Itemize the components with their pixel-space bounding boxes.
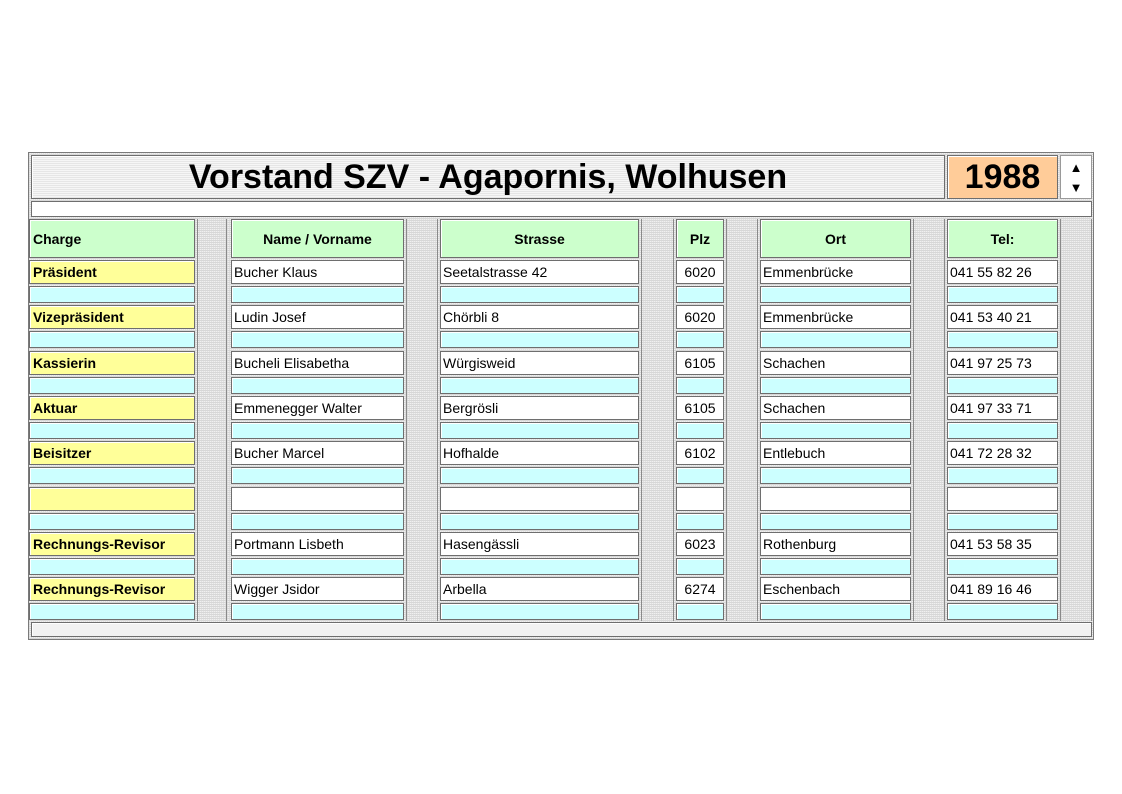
tel-field[interactable] (947, 487, 1058, 511)
strasse-field[interactable]: Seetalstrasse 42 (440, 260, 639, 284)
charge-label: Präsident (29, 260, 195, 284)
page-title: Vorstand SZV - Agapornis, Wolhusen (31, 155, 945, 199)
spacer-row (760, 558, 911, 575)
name-field[interactable]: Bucher Klaus (231, 260, 404, 284)
plz-field[interactable]: 6023 (676, 532, 724, 556)
spacer-row (440, 467, 639, 484)
spacer-row (947, 558, 1058, 575)
column-header-charge: Charge (29, 219, 195, 258)
spacer-row (440, 558, 639, 575)
ort-field[interactable]: Schachen (760, 351, 911, 375)
column-header-ort: Ort (760, 219, 911, 258)
plz-field[interactable]: 6274 (676, 577, 724, 601)
spacer-row (676, 422, 724, 439)
plz-field[interactable] (676, 487, 724, 511)
column-separator (726, 219, 758, 621)
name-field[interactable]: Ludin Josef (231, 305, 404, 329)
name-field[interactable] (231, 487, 404, 511)
plz-field[interactable]: 6020 (676, 305, 724, 329)
column-separator (197, 219, 227, 621)
plz-field[interactable]: 6020 (676, 260, 724, 284)
spacer-row (29, 558, 195, 575)
charge-label: Rechnungs-Revisor (29, 532, 195, 556)
spacer-row (29, 603, 195, 620)
arrow-up-icon[interactable]: ▲ (1069, 160, 1083, 175)
charge-label: Kassierin (29, 351, 195, 375)
spacer-row (947, 603, 1058, 620)
column-header-plz: Plz (676, 219, 724, 258)
spacer-row (676, 603, 724, 620)
strasse-field[interactable]: Würgisweid (440, 351, 639, 375)
spacer-row (440, 377, 639, 394)
strasse-field[interactable]: Arbella (440, 577, 639, 601)
spacer-row (440, 513, 639, 530)
spacer-row (231, 513, 404, 530)
spacer-row (231, 603, 404, 620)
spacer-row (231, 467, 404, 484)
spacer-row (676, 331, 724, 348)
year-field[interactable]: 1988 (947, 155, 1058, 199)
spacer-row (760, 467, 911, 484)
spacer-row (760, 603, 911, 620)
spacer-row (760, 377, 911, 394)
spacer-row (676, 467, 724, 484)
footer-bar (31, 622, 1092, 637)
spacer-row (29, 467, 195, 484)
charge-label: Beisitzer (29, 441, 195, 465)
tel-field[interactable]: 041 97 25 73 (947, 351, 1058, 375)
tel-field[interactable]: 041 97 33 71 (947, 396, 1058, 420)
spacer-row (440, 331, 639, 348)
column-separator (406, 219, 438, 621)
spacer-row (231, 558, 404, 575)
spacer-row (231, 286, 404, 303)
spacer-row (676, 377, 724, 394)
spacer-row (440, 422, 639, 439)
year-spinner[interactable] (1060, 155, 1092, 199)
strasse-field[interactable]: Hofhalde (440, 441, 639, 465)
spacer-row (231, 422, 404, 439)
tel-field[interactable]: 041 55 82 26 (947, 260, 1058, 284)
charge-label: Aktuar (29, 396, 195, 420)
spacer-row (231, 331, 404, 348)
subtitle-bar (31, 201, 1092, 217)
strasse-field[interactable]: Chörbli 8 (440, 305, 639, 329)
charge-label (29, 487, 195, 511)
plz-field[interactable]: 6105 (676, 351, 724, 375)
spacer-row (676, 513, 724, 530)
ort-field[interactable] (760, 487, 911, 511)
ort-field[interactable]: Emmenbrücke (760, 260, 911, 284)
tel-field[interactable]: 041 89 16 46 (947, 577, 1058, 601)
spacer-row (29, 513, 195, 530)
ort-field[interactable]: Schachen (760, 396, 911, 420)
plz-field[interactable]: 6105 (676, 396, 724, 420)
ort-field[interactable]: Rothenburg (760, 532, 911, 556)
ort-field[interactable]: Emmenbrücke (760, 305, 911, 329)
name-field[interactable]: Emmenegger Walter (231, 396, 404, 420)
strasse-field[interactable]: Hasengässli (440, 532, 639, 556)
spacer-row (440, 286, 639, 303)
spacer-row (29, 331, 195, 348)
spacer-row (947, 331, 1058, 348)
spacer-row (29, 286, 195, 303)
ort-field[interactable]: Entlebuch (760, 441, 911, 465)
column-separator (1060, 219, 1092, 621)
strasse-field[interactable]: Bergrösli (440, 396, 639, 420)
spacer-row (760, 422, 911, 439)
name-field[interactable]: Bucheli Elisabetha (231, 351, 404, 375)
charge-label: Rechnungs-Revisor (29, 577, 195, 601)
column-separator (641, 219, 674, 621)
spacer-row (231, 377, 404, 394)
tel-field[interactable]: 041 53 58 35 (947, 532, 1058, 556)
plz-field[interactable]: 6102 (676, 441, 724, 465)
tel-field[interactable]: 041 53 40 21 (947, 305, 1058, 329)
spacer-row (676, 286, 724, 303)
column-header-tel: Tel: (947, 219, 1058, 258)
column-header-name: Name / Vorname (231, 219, 404, 258)
arrow-down-icon[interactable]: ▼ (1069, 180, 1083, 195)
tel-field[interactable]: 041 72 28 32 (947, 441, 1058, 465)
spacer-row (947, 422, 1058, 439)
name-field[interactable]: Portmann Lisbeth (231, 532, 404, 556)
spacer-row (760, 286, 911, 303)
charge-label: Vizepräsident (29, 305, 195, 329)
spacer-row (440, 603, 639, 620)
strasse-field[interactable] (440, 487, 639, 511)
spacer-row (29, 422, 195, 439)
name-field[interactable]: Bucher Marcel (231, 441, 404, 465)
spacer-row (29, 377, 195, 394)
column-separator (913, 219, 945, 621)
name-field[interactable]: Wigger Jsidor (231, 577, 404, 601)
spacer-row (947, 377, 1058, 394)
spacer-row (760, 331, 911, 348)
spacer-row (947, 467, 1058, 484)
spacer-row (676, 558, 724, 575)
spacer-row (947, 286, 1058, 303)
spacer-row (947, 513, 1058, 530)
spacer-row (760, 513, 911, 530)
ort-field[interactable]: Eschenbach (760, 577, 911, 601)
column-header-strasse: Strasse (440, 219, 639, 258)
